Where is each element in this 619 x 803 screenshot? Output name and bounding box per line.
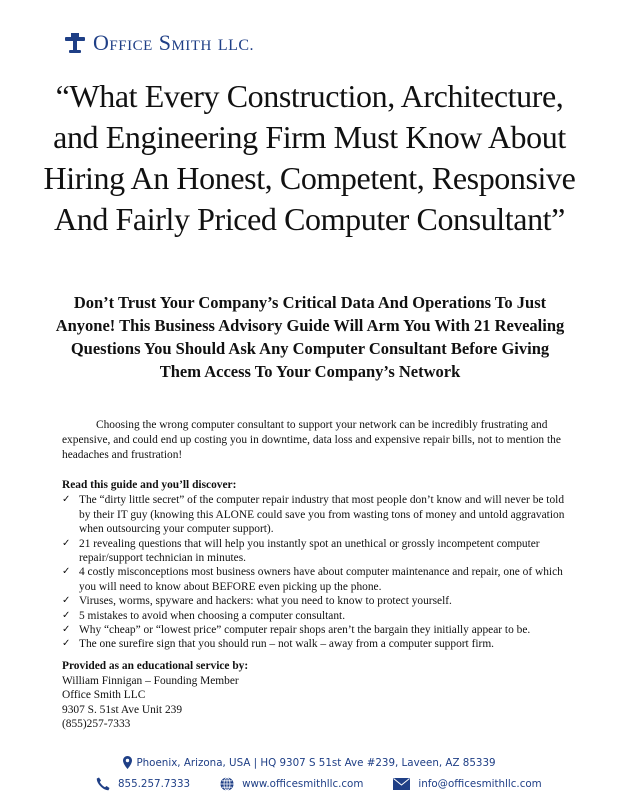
list-item	[62, 565, 572, 594]
list-item-text: The “dirty little secret” of the computer repair industry that most people don’t know and will never be told by their IT guy (knowing this ALONE could save you from wasting tons of money and untold aggravation when outsourcing your computer support).	[79, 494, 565, 536]
footer-website	[220, 777, 363, 791]
discover-section	[62, 478, 572, 652]
globe-icon	[220, 777, 234, 791]
checkmark-icon: ✓	[62, 595, 71, 607]
discover-list	[62, 493, 572, 651]
footer-website-url[interactable]: www.officesmithllc.com	[242, 778, 364, 790]
provided-by-block	[62, 659, 382, 732]
checkmark-icon: ✓	[62, 638, 71, 650]
list-item-text: 5 mistakes to avoid when choosing a computer consultant.	[79, 609, 346, 622]
footer-phone-number: 855.257.7333	[118, 778, 191, 790]
footer-email	[393, 778, 541, 790]
footer-contact-row	[96, 777, 542, 791]
report-subheadline: Don’t Trust Your Company’s Critical Data And Operations To Just Anyone! This Business Advisory Guide Will Arm You With 21 Revealing Questions You Should Ask Any Computer Consultant Before Giving Them Access To Your Company’s Network	[55, 293, 565, 381]
footer-location	[0, 756, 619, 769]
envelope-icon	[393, 778, 410, 790]
contact-address: 9307 S. 51st Ave Unit 239	[62, 703, 183, 716]
intro-paragraph: Choosing the wrong computer consultant to support your network can be incredibly frustrating and expensive, and could end up costing you in downtime, data loss and expensive repair bills, not to mention the headaches and frustration!	[62, 419, 561, 461]
company-logo	[63, 31, 254, 55]
list-item	[62, 637, 572, 651]
contact-phone: (855)257-7333	[62, 718, 131, 731]
company-name	[93, 32, 254, 54]
checkmark-icon: ✓	[62, 624, 71, 636]
office-smith-logo-icon	[63, 31, 87, 55]
list-item	[62, 537, 572, 566]
footer-email-address[interactable]: info@officesmithllc.com	[418, 778, 542, 790]
list-item-text: The one surefire sign that you should run – not walk – away from a computer support firm.	[79, 638, 495, 651]
phone-icon	[96, 777, 110, 791]
report-headline: “What Every Construction, Architecture, and Engineering Firm Must Know About Hiring An Honest, Competent, Responsive And Fairly Priced Computer Consultant”	[43, 78, 576, 237]
list-item	[62, 493, 572, 536]
list-item	[62, 609, 572, 623]
discover-heading: Read this guide and you’ll discover:	[62, 479, 237, 491]
list-item-text: 21 revealing questions that will help you instantly spot an unethical or grossly incompetent computer repair/support technician in minutes.	[79, 537, 540, 565]
checkmark-icon: ✓	[62, 566, 71, 578]
list-item	[62, 594, 572, 608]
list-item-text: 4 costly misconceptions most business owners have about computer maintenance and repair, one of which you will need to know about BEFORE even picking up the phone.	[79, 566, 563, 593]
contact-name: William Finnigan – Founding Member	[62, 674, 239, 687]
checkmark-icon: ✓	[62, 609, 71, 621]
footer-location-text: Phoenix, Arizona, USA | HQ 9307 S 51st Ave #239, Laveen, AZ 85339	[136, 756, 496, 769]
list-item	[62, 623, 572, 637]
checkmark-icon: ✓	[62, 537, 71, 549]
checkmark-icon: ✓	[62, 494, 71, 506]
company-name-main: Office Smith	[93, 30, 212, 55]
contact-company: Office Smith LLC	[62, 689, 146, 702]
location-pin-icon	[123, 756, 132, 769]
company-name-suffix: LLC.	[217, 37, 255, 54]
footer-phone	[96, 777, 190, 791]
provided-by-heading: Provided as an educational service by:	[62, 660, 249, 672]
list-item-text: Viruses, worms, spyware and hackers: what you need to know to protect yourself.	[79, 595, 452, 608]
list-item-text: Why “cheap” or “lowest price” computer repair shops aren’t the bargain they initially appear to be.	[79, 624, 531, 637]
